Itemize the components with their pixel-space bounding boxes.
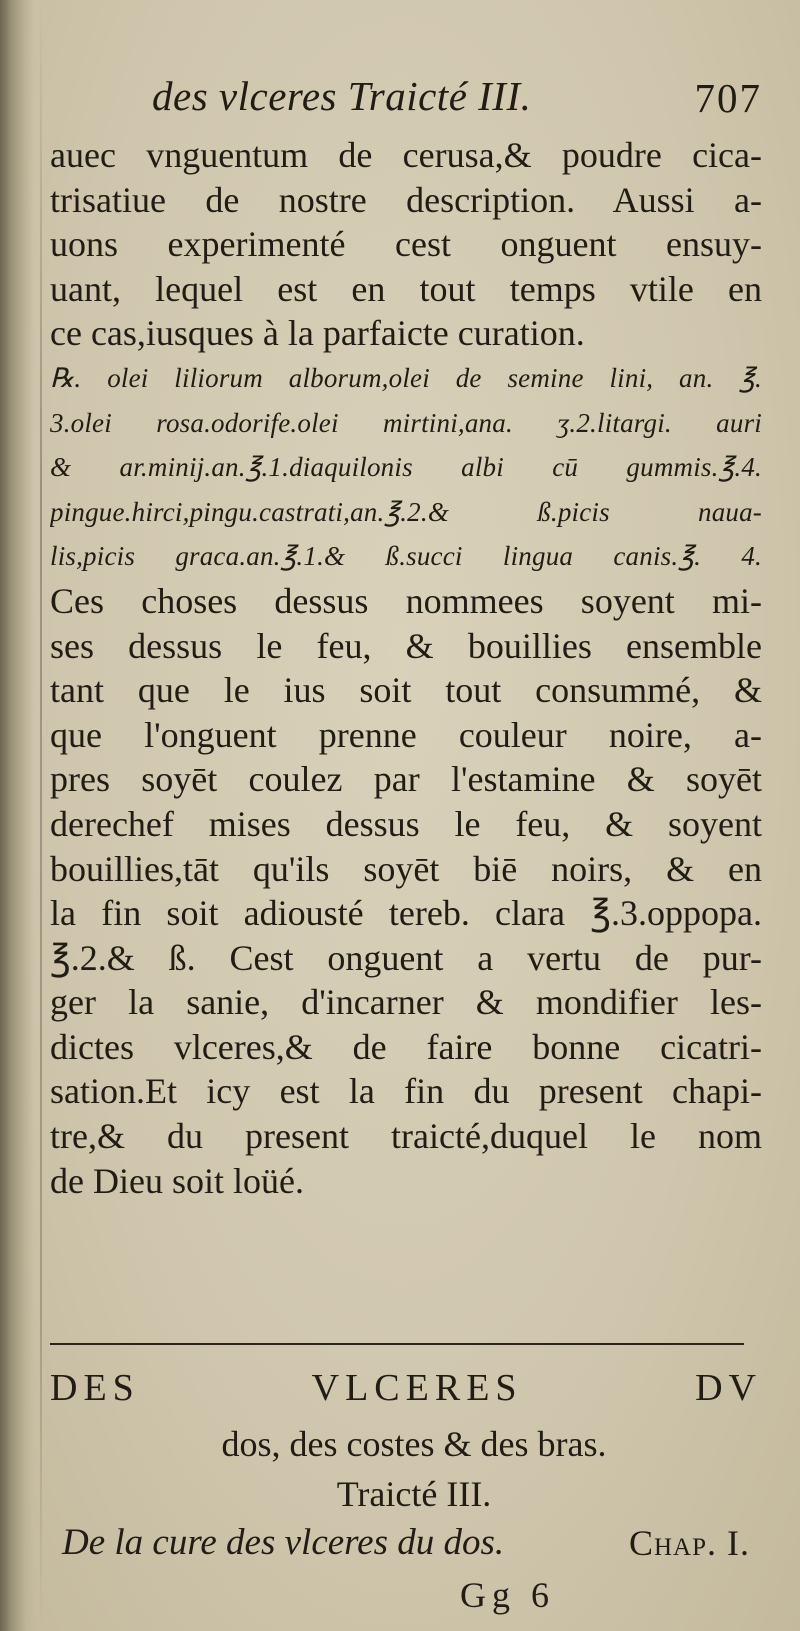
running-header	[152, 72, 762, 128]
chapter-label: Chap. I.	[628, 1523, 750, 1563]
text-line: uant, lequel est en tout temps vtile en	[50, 268, 762, 309]
text-line: tre,& du present traicté,duquel le nom	[50, 1116, 762, 1157]
text-line: Ces choses dessus nommees soyent mi-	[50, 580, 762, 621]
running-title: des vlceres Traicté III.	[152, 73, 532, 119]
text-line: ℞. olei liliorum alborum,olei de semine lini, an. ℥.	[50, 362, 762, 393]
text-line: uons experimenté cest onguent ensuy-	[50, 224, 762, 265]
chapter-line	[62, 1518, 762, 1568]
section-subheading: dos, des costes & des bras.	[221, 1424, 607, 1464]
text-line: auec vnguentum de cerusa,& poudre cica-	[50, 135, 762, 175]
text-line: ses dessus le feu, & bouillies ensemble	[50, 625, 762, 666]
text-line: trisatiue de nostre description. Aussi a-	[50, 179, 762, 220]
book-spine-shadow	[0, 0, 34, 1631]
section-rule	[50, 1343, 744, 1345]
text-line: pingue.hirci,pingu.castrati,an.℥.2.& ß.picis naua-	[50, 496, 762, 527]
text-line: pres soyēt coulez par l'estamine & soyēt	[50, 759, 762, 800]
page-number: 707	[694, 75, 762, 121]
treatise-label: Traicté III.	[336, 1474, 492, 1514]
text-line: ce cas,iusques à la parfaicte curation.	[50, 313, 585, 354]
text-line: tant que le ius soit tout consummé, &	[50, 670, 762, 711]
text-line: la fin soit adiousté tereb. clara ℥.3.oppopa.	[50, 893, 762, 934]
text-line: 3.olei rosa.odorife.olei mirtini,ana. ʒ.2.litargi. auri	[50, 407, 762, 438]
text-line: derechef mises dessus le feu, & soyent	[50, 803, 762, 844]
section-heading: DES VLCERES DV	[50, 1367, 762, 1409]
text-line: ger la sanie, d'incarner & mondifier les-	[50, 982, 762, 1023]
text-line: bouillies,tāt qu'ils soyēt biē noirs, & en	[50, 848, 762, 889]
gutter-line	[40, 0, 42, 1631]
text-line: de Dieu soit loüé.	[50, 1160, 304, 1201]
text-line: lis,picis graca.an.℥.1.& ß.succi lingua canis.℥. 4.	[50, 541, 762, 572]
text-line: que l'onguent prenne couleur noire, a-	[50, 714, 762, 755]
signature-mark: Gg 6	[460, 1575, 555, 1615]
text-line: dictes vlceres,& de faire bonne cicatri-	[50, 1026, 762, 1067]
text-line: sation.Et icy est la fin du present chapi-	[50, 1071, 762, 1112]
text-line: & ar.minij.an.℥.1.diaquilonis albi cū gummis.℥.4.	[50, 452, 762, 483]
text-line: ℥.2.& ß. Cest onguent a vertu de pur-	[50, 937, 762, 978]
chapter-title: De la cure des vlceres du dos.	[62, 1522, 505, 1563]
body-text	[50, 133, 762, 1203]
